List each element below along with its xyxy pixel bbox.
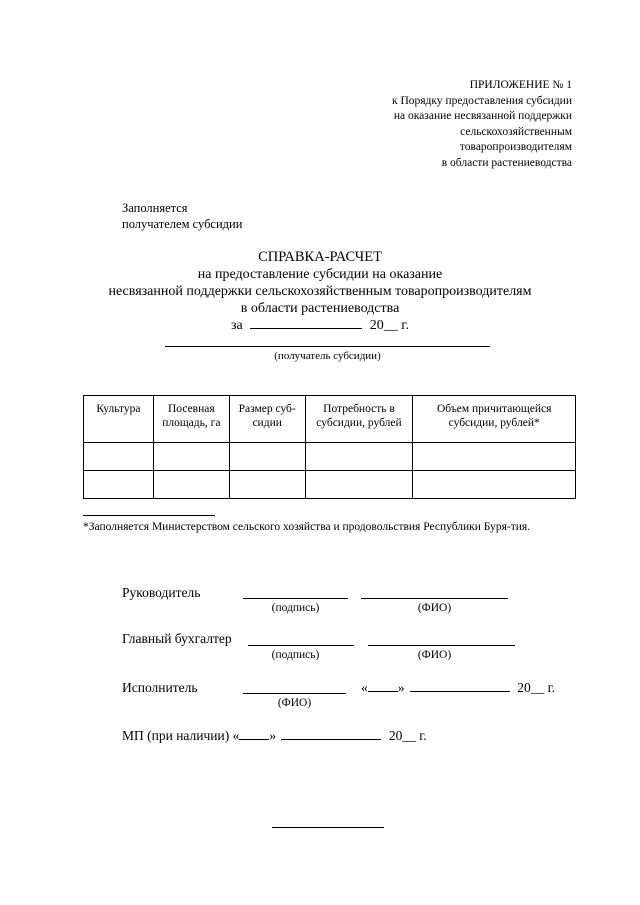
table-cell[interactable] xyxy=(305,443,413,471)
caption-name: (ФИО) xyxy=(417,649,452,661)
period-year: 20__ г. xyxy=(369,318,409,333)
filled-by-note xyxy=(122,200,242,232)
date-quote-close: » xyxy=(269,728,277,743)
title-main: СПРАВКА-РАСЧЕТ xyxy=(258,249,382,265)
date-month-blank[interactable] xyxy=(410,691,510,692)
period-blank[interactable] xyxy=(250,328,362,329)
annex-line: товаропроизводителям xyxy=(459,141,572,154)
filled-by-line: Заполняется xyxy=(122,201,188,215)
table-cell[interactable] xyxy=(153,443,229,471)
table-cell[interactable] xyxy=(84,471,154,499)
stamp-month-blank[interactable] xyxy=(281,739,381,740)
sig-executor-label: Исполнитель xyxy=(122,680,198,695)
recipient-caption: (получатель субсидии) xyxy=(274,350,381,362)
annex-line: к Порядку предоставления субсидии xyxy=(392,94,572,107)
date-quote-open: « xyxy=(361,680,368,695)
table-row xyxy=(84,471,576,499)
stamp-line xyxy=(122,728,427,744)
document-title xyxy=(0,249,640,334)
stamp-label: МП (при наличии) xyxy=(122,728,230,743)
table-cell[interactable] xyxy=(413,443,576,471)
annex-line: сельскохозяйственным xyxy=(460,125,572,138)
col-header-area: Посевная площадь, га xyxy=(153,396,229,443)
col-header-crop: Культура xyxy=(84,396,154,443)
footnote: *Заполняется Министерством сельского хозяйства и продовольствия Республики Буря-тия. xyxy=(83,521,531,533)
date-quote-close: » xyxy=(397,680,405,695)
annex-header xyxy=(392,78,572,172)
title-line: на предоставление субсидии на оказание xyxy=(197,267,443,282)
caption-name: (ФИО) xyxy=(277,697,312,709)
col-header-due: Объем причитающейся субсидии, рублей* xyxy=(413,396,576,443)
table-cell[interactable] xyxy=(413,471,576,499)
date-year: 20__ г. xyxy=(517,680,556,695)
caption-sign: (подпись) xyxy=(271,649,320,661)
date-day-blank[interactable] xyxy=(368,691,398,692)
col-header-rate: Размер суб-сидии xyxy=(229,396,305,443)
sig-head-name-blank[interactable] xyxy=(361,598,508,599)
table-row xyxy=(84,443,576,471)
table-cell[interactable] xyxy=(305,471,413,499)
sig-accountant-name-blank[interactable] xyxy=(368,645,515,646)
sig-executor-name-blank[interactable] xyxy=(243,693,346,694)
end-mark-line xyxy=(272,827,384,828)
stamp-day-blank[interactable] xyxy=(239,739,269,740)
table-header-row xyxy=(84,396,576,443)
sig-accountant-label: Главный бухгалтер xyxy=(122,631,232,646)
footnote-rule xyxy=(83,515,215,516)
annex-title: ПРИЛОЖЕНИЕ № 1 xyxy=(469,79,572,91)
table-cell[interactable] xyxy=(229,443,305,471)
filled-by-line: получателем субсидии xyxy=(122,217,243,231)
date-quote-open: « xyxy=(232,728,240,743)
table-cell[interactable] xyxy=(153,471,229,499)
stamp-year: 20__ г. xyxy=(388,728,427,743)
caption-name: (ФИО) xyxy=(417,602,452,614)
table-cell[interactable] xyxy=(84,443,154,471)
executor-date xyxy=(361,680,555,696)
title-line: в области растениеводства xyxy=(240,301,400,316)
sig-head-label: Руководитель xyxy=(122,585,201,600)
recipient-blank[interactable] xyxy=(165,346,490,347)
period-prefix: за xyxy=(231,318,243,333)
col-header-need: Потребность в субсидии, рублей xyxy=(305,396,413,443)
calculation-table xyxy=(83,395,576,499)
table-cell[interactable] xyxy=(229,471,305,499)
annex-line: на оказание несвязанной поддержки xyxy=(393,110,572,123)
sig-head-sign-blank[interactable] xyxy=(243,598,348,599)
annex-line: в области растениеводства xyxy=(441,156,572,169)
caption-sign: (подпись) xyxy=(271,602,320,614)
sig-accountant-sign-blank[interactable] xyxy=(248,645,354,646)
title-line: несвязанной поддержки сельскохозяйственным товаропроизводителям xyxy=(108,284,532,299)
period-line xyxy=(0,317,640,334)
